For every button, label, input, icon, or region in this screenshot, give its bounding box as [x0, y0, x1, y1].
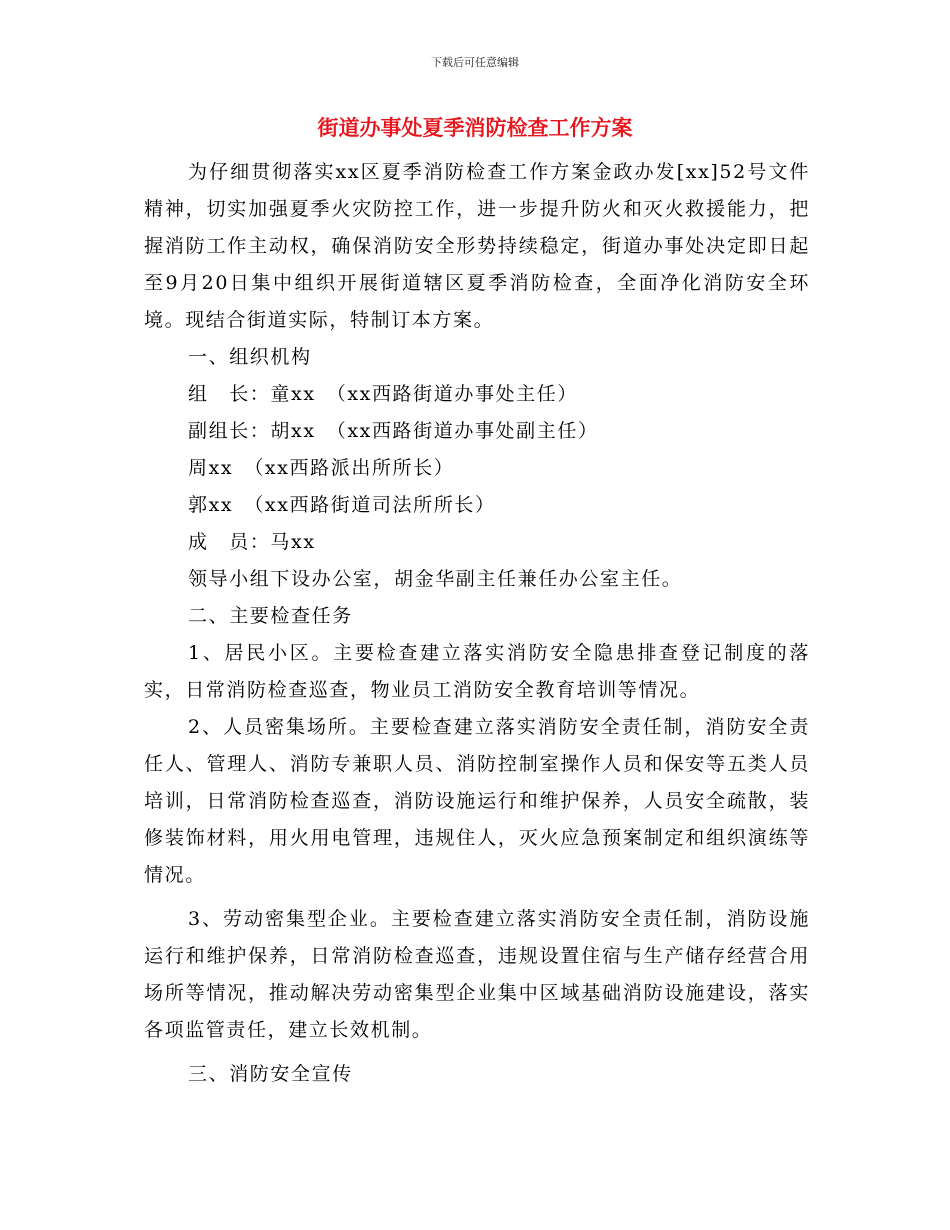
member-line-leader: 组 长：童xx （xx西路街道办事处主任） [188, 383, 578, 405]
section-heading-organization: 一、组织机构 [188, 346, 312, 368]
section-heading-tasks: 二、主要检查任务 [188, 605, 353, 627]
task-item-residential: 1、居民小区。主要检查建立落实消防安全隐患排查登记制度的落实，日常消防检查巡查，物业员工消防安全教育培训等情况。 [144, 642, 810, 701]
intro-paragraph: 为仔细贯彻落实xx区夏季消防检查工作方案金政办发[xx]52号文件精神，切实加强夏季火灾防控工作，进一步提升防火和灭火救援能力，把握消防工作主动权，确保消防安全形势持续稳定，街道办事处决定即日起至9月20日集中组织开展街道辖区夏季消防检查，全面净化消防安全环境。现结合街道实际，特制订本方案。 [144, 161, 810, 331]
section-heading-publicity: 三、消防安全宣传 [188, 1063, 353, 1085]
task-item-labor-intensive: 3、劳动密集型企业。主要检查建立落实消防安全责任制，消防设施运行和维护保养，日常消防检查巡查，违规设置住宿与生产储存经营合用场所等情况，推动解决劳动密集型企业集中区域基础消防设施建设，落实各项监管责任，建立长效机制。 [144, 908, 810, 1041]
member-line-deputy-leader: 副组长：胡xx （xx西路街道办事处副主任） [188, 420, 599, 442]
member-line-guo: 郭xx （xx西路街道司法所所长） [188, 494, 496, 516]
task-item-crowded-places: 2、人员密集场所。主要检查建立落实消防安全责任制，消防安全责任人、管理人、消防专兼职人员、消防控制室操作人员和保安等五类人员培训，日常消防检查巡查，消防设施运行和维护保养，人员安全疏散，装修装饰材料，用火用电管理，违规住人，灭火应急预案制定和组织演练等情况。 [144, 716, 810, 886]
office-note-paragraph: 领导小组下设办公室，胡金华副主任兼任办公室主任。 [188, 568, 683, 590]
member-line-zhou: 周xx （xx西路派出所所长） [188, 457, 455, 479]
page-header-note: 下载后可任意编辑 [431, 56, 519, 69]
member-line-members: 成 员：马xx [188, 531, 316, 553]
document-body [144, 154, 810, 1093]
document-title: 街道办事处夏季消防检查工作方案 [317, 115, 633, 140]
